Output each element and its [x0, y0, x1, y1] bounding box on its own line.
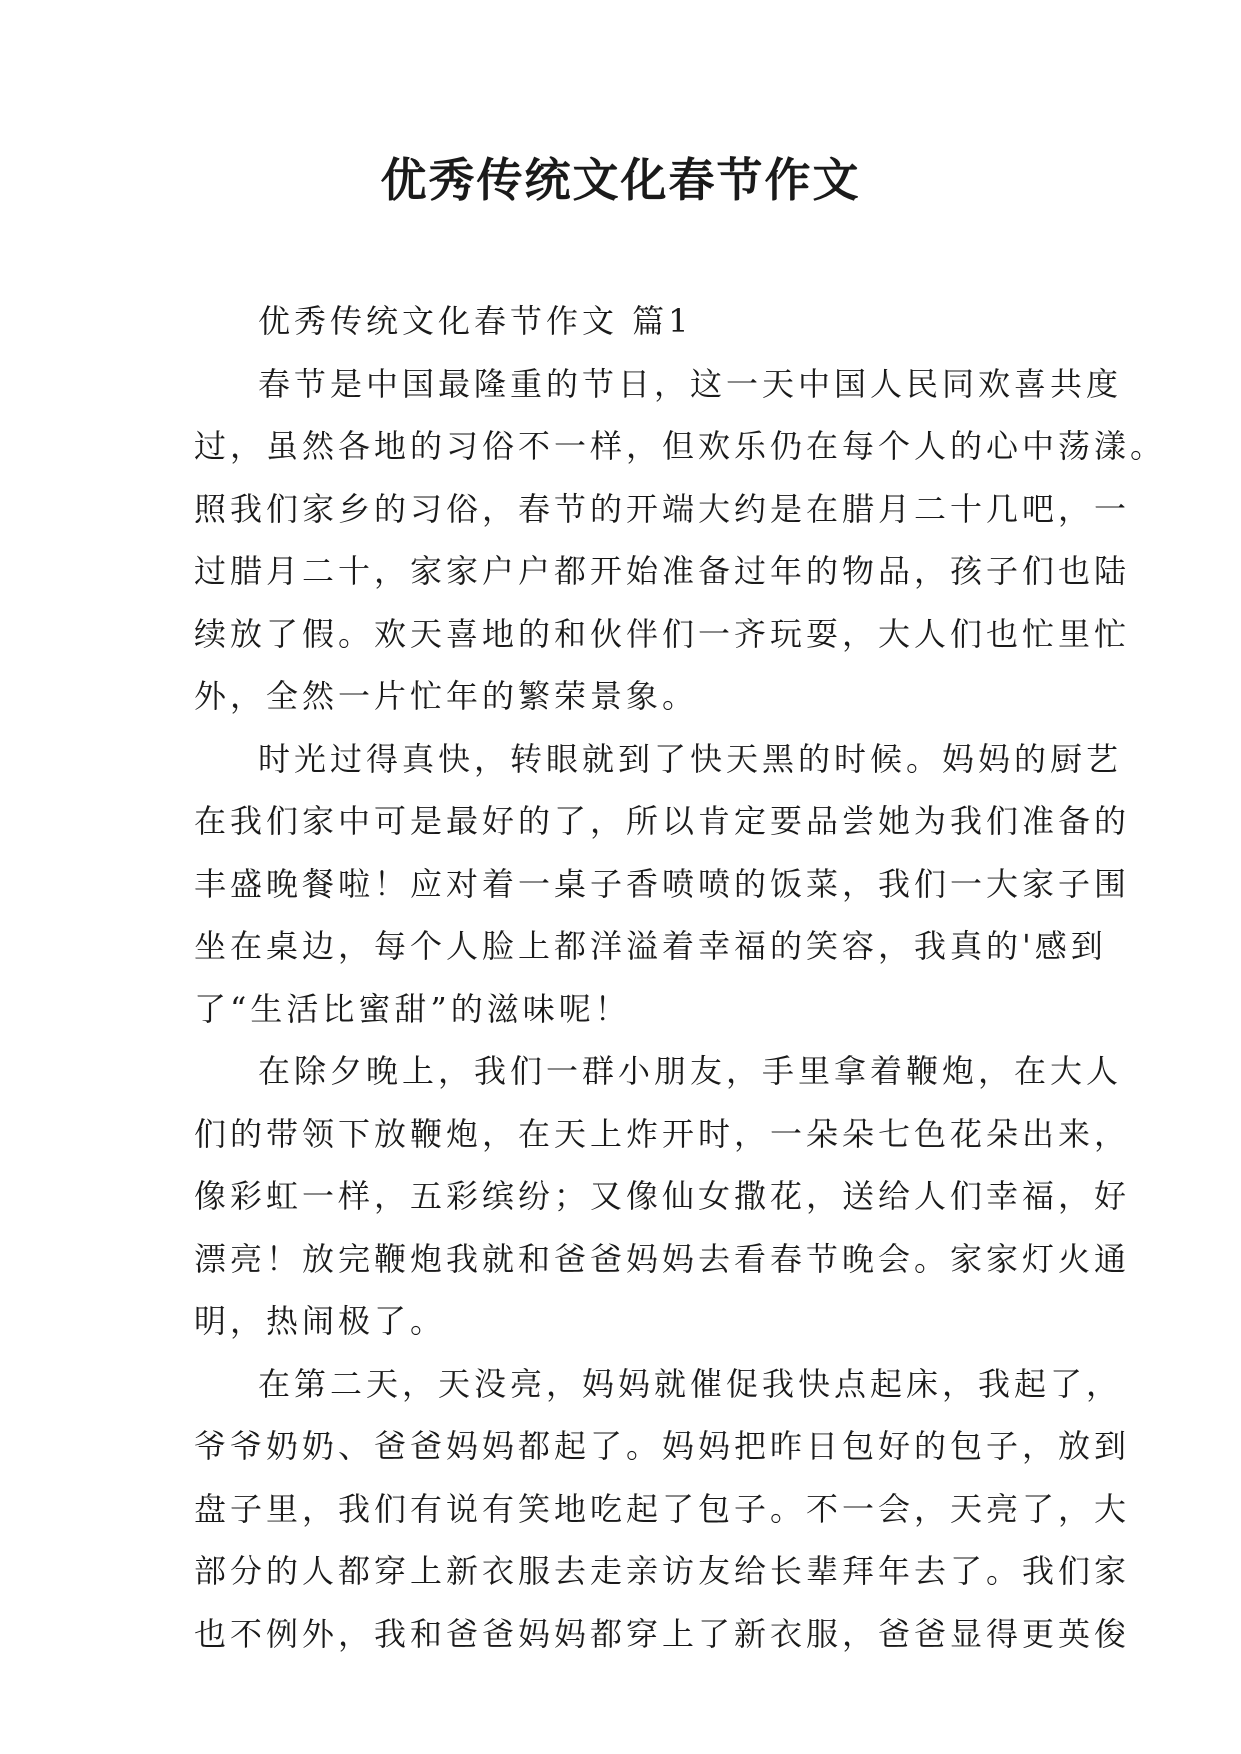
paragraph-line: 盘子里，我们有说有笑地吃起了包子。不一会，天亮了，大	[194, 1489, 1131, 1528]
paragraph-line: 春节是中国最隆重的节日，这一天中国人民同欢喜共度	[258, 364, 1123, 403]
paragraph-line: 坐在桌边，每个人脸上都洋溢着幸福的笑容，我真的'感到	[194, 927, 1107, 965]
paragraph-line: 过腊月二十，家家户户都开始准备过年的物品，孩子们也陆	[194, 552, 1131, 590]
paragraph-line: 外，全然一片忙年的繁荣景象。	[194, 677, 699, 715]
paragraph-line: 续放了假。欢天喜地的和伙伴们一齐玩耍，大人们也忙里忙	[194, 614, 1131, 653]
paragraph-line: 在除夕晚上，我们一群小朋友，手里拿着鞭炮，在大人	[258, 1052, 1123, 1090]
paragraph-line: 时光过得真快，转眼就到了快天黑的时候。妈妈的厨艺	[258, 739, 1123, 778]
paragraph-line: 像彩虹一样，五彩缤纷；又像仙女撒花，送给人们幸福，好	[194, 1177, 1131, 1215]
paragraph-line: 在第二天，天没亮，妈妈就催促我快点起床，我起了，	[258, 1364, 1123, 1403]
section-heading: 优秀传统文化春节作文 篇1	[258, 302, 693, 340]
paragraph-line: 也不例外，我和爸爸妈妈都穿上了新衣服，爸爸显得更英俊	[194, 1614, 1131, 1653]
paragraph-line: 过，虽然各地的习俗不一样，但欢乐仍在每个人的心中荡漾。	[194, 427, 1167, 465]
paragraph-line: 部分的人都穿上新衣服去走亲访友给长辈拜年去了。我们家	[194, 1552, 1131, 1590]
paragraph-line: 们的带领下放鞭炮，在天上炸开时，一朵朵七色花朵出来，	[194, 1114, 1131, 1153]
paragraph-line: 爷爷奶奶、爸爸妈妈都起了。妈妈把昨日包好的包子，放到	[194, 1427, 1131, 1465]
paragraph-line: 丰盛晚餐啦！应对着一桌子香喷喷的饭菜，我们一大家子围	[194, 864, 1131, 903]
paragraph-line: 明，热闹极了。	[194, 1302, 447, 1340]
paragraph-line: 在我们家中可是最好的了，所以肯定要品尝她为我们准备的	[194, 802, 1131, 840]
document-body	[194, 290, 1167, 1665]
paragraph-line: 漂亮！放完鞭炮我就和爸爸妈妈去看春节晚会。家家灯火通	[194, 1239, 1131, 1278]
document-title: 优秀传统文化春节作文	[380, 153, 861, 207]
paragraph-line: 照我们家乡的习俗，春节的开端大约是在腊月二十几吧，一	[194, 489, 1131, 528]
paragraph-line: 了“生活比蜜甜”的滋味呢！	[194, 989, 631, 1028]
